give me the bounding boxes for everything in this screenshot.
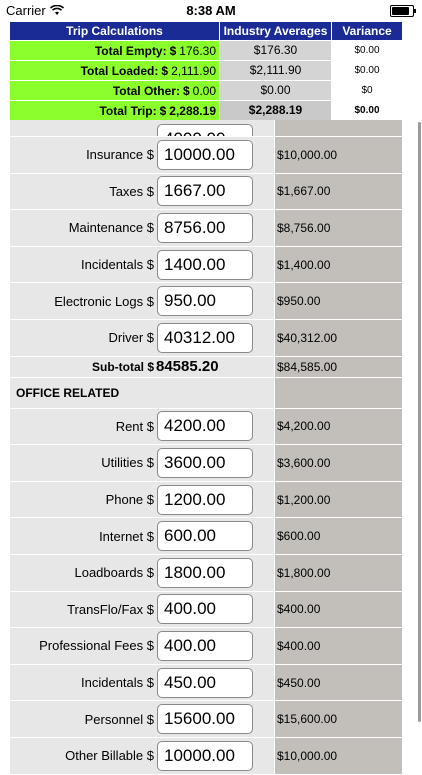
header-industry-averages: Industry Averages — [220, 22, 332, 40]
driver-input[interactable] — [157, 323, 253, 353]
battery-icon — [390, 5, 414, 17]
section-title: OFFICE RELATED — [10, 378, 274, 408]
row-label: Rent $ — [10, 409, 156, 445]
summary-value: 176.30 — [179, 43, 216, 58]
subtotal-value: 84585.20 — [156, 357, 274, 377]
subtotal-label: Sub-total $ — [10, 357, 156, 377]
maintenance-input[interactable] — [157, 213, 253, 243]
row-label: Utilities $ — [10, 445, 156, 481]
form-row-taxes — [10, 174, 402, 211]
form-row-other-billable — [10, 738, 402, 775]
industry-value: $15,600.00 — [274, 701, 402, 737]
industry-value: $10,000.00 — [274, 137, 402, 173]
form-row-office-incidentals — [10, 665, 402, 702]
industry-value: $3,600.00 — [274, 445, 402, 481]
summary-label: Total Trip: — [99, 103, 157, 118]
office-incidentals-input[interactable] — [157, 668, 253, 698]
header-variance: Variance — [332, 22, 402, 40]
summary-row-other — [10, 80, 402, 100]
professional-fees-input[interactable] — [157, 631, 253, 661]
form-row-incidentals — [10, 247, 402, 284]
summary-row-empty — [10, 40, 402, 60]
row-label: Driver $ — [10, 320, 156, 356]
currency-symbol: $ — [182, 83, 190, 98]
expense-form — [10, 120, 402, 775]
summary-label: Total Empty: — [94, 43, 167, 58]
summary-table — [10, 22, 402, 120]
summary-industry: $2,111.90 — [220, 61, 332, 80]
section-office-related — [10, 378, 402, 409]
other-billable-input[interactable] — [157, 741, 253, 771]
row-label: Electronic Logs $ — [10, 283, 156, 319]
row-label: Phone $ — [10, 482, 156, 518]
internet-input[interactable] — [157, 521, 253, 551]
partial-amount-input[interactable] — [157, 124, 253, 137]
industry-value: $8,756.00 — [274, 210, 402, 246]
summary-header — [10, 22, 402, 40]
summary-industry: $0.00 — [220, 81, 332, 100]
industry-value: $1,800.00 — [274, 555, 402, 591]
carrier-label: Carrier — [6, 3, 46, 18]
form-row-rent — [10, 409, 402, 446]
industry-value: $400.00 — [274, 592, 402, 628]
industry-value: $40,312.00 — [274, 320, 402, 356]
transflo-fax-input[interactable] — [157, 594, 253, 624]
summary-row-loaded — [10, 60, 402, 80]
row-label: Professional Fees $ — [10, 628, 156, 664]
incidentals-input[interactable] — [157, 250, 253, 280]
industry-value: $950.00 — [274, 283, 402, 319]
header-trip-calculations: Trip Calculations — [10, 22, 220, 40]
summary-variance: $0.00 — [332, 41, 402, 60]
form-row-personnel — [10, 701, 402, 738]
row-label: Loadboards $ — [10, 555, 156, 591]
summary-industry: $2,288.19 — [220, 101, 332, 120]
row-label: TransFlo/Fax $ — [10, 592, 156, 628]
summary-label: Total Other: — [112, 83, 180, 98]
summary-variance: $0.00 — [332, 61, 402, 80]
summary-industry: $176.30 — [220, 41, 332, 60]
row-label: Incidentals $ — [10, 247, 156, 283]
currency-symbol: $ — [161, 63, 169, 78]
utilities-input[interactable] — [157, 448, 253, 478]
summary-value: 2,111.90 — [171, 63, 216, 78]
row-label: Personnel $ — [10, 701, 156, 737]
row-label: Internet $ — [10, 518, 156, 554]
industry-value: $10,000.00 — [274, 738, 402, 774]
form-row-internet — [10, 518, 402, 555]
phone-input[interactable] — [157, 485, 253, 515]
row-label: Insurance $ — [10, 137, 156, 173]
status-time: 8:38 AM — [186, 3, 236, 18]
summary-value: 0.00 — [192, 83, 216, 98]
industry-value: $600.00 — [274, 518, 402, 554]
form-row-electronic-logs — [10, 283, 402, 320]
industry-value: $1,400.00 — [274, 247, 402, 283]
summary-label: Total Loaded: — [80, 63, 159, 78]
currency-symbol: $ — [159, 103, 167, 118]
summary-value: 2,288.19 — [169, 103, 216, 118]
form-row-phone — [10, 482, 402, 519]
electronic-logs-input[interactable] — [157, 286, 253, 316]
summary-variance: $0 — [332, 81, 402, 100]
summary-row-total — [10, 100, 402, 120]
form-row-subtotal — [10, 357, 402, 378]
loadboards-input[interactable] — [157, 558, 253, 588]
rent-input[interactable] — [157, 411, 253, 441]
row-label: Incidentals $ — [10, 665, 156, 701]
industry-value: $450.00 — [274, 665, 402, 701]
form-row-loadboards — [10, 555, 402, 592]
form-row-professional-fees — [10, 628, 402, 665]
row-label: Taxes $ — [10, 174, 156, 210]
personnel-input[interactable] — [157, 704, 253, 734]
industry-value: $1,667.00 — [274, 174, 402, 210]
industry-value: $4,200.00 — [274, 409, 402, 445]
currency-symbol: $ — [169, 43, 177, 58]
form-row-utilities — [10, 445, 402, 482]
status-bar — [0, 0, 422, 22]
form-row-partial — [10, 120, 402, 137]
form-row-driver — [10, 320, 402, 357]
insurance-input[interactable] — [157, 140, 253, 170]
subtotal-industry: $84,585.00 — [274, 357, 402, 377]
industry-value: $400.00 — [274, 628, 402, 664]
form-row-transflo-fax — [10, 592, 402, 629]
form-row-maintenance — [10, 210, 402, 247]
row-label: Other Billable $ — [10, 738, 156, 774]
industry-value: $1,200.00 — [274, 482, 402, 518]
summary-variance: $0.00 — [332, 101, 402, 120]
battery-fill — [392, 7, 409, 15]
taxes-input[interactable] — [157, 176, 253, 206]
form-row-insurance — [10, 137, 402, 174]
row-label: Maintenance $ — [10, 210, 156, 246]
scrollbar[interactable] — [418, 122, 421, 722]
